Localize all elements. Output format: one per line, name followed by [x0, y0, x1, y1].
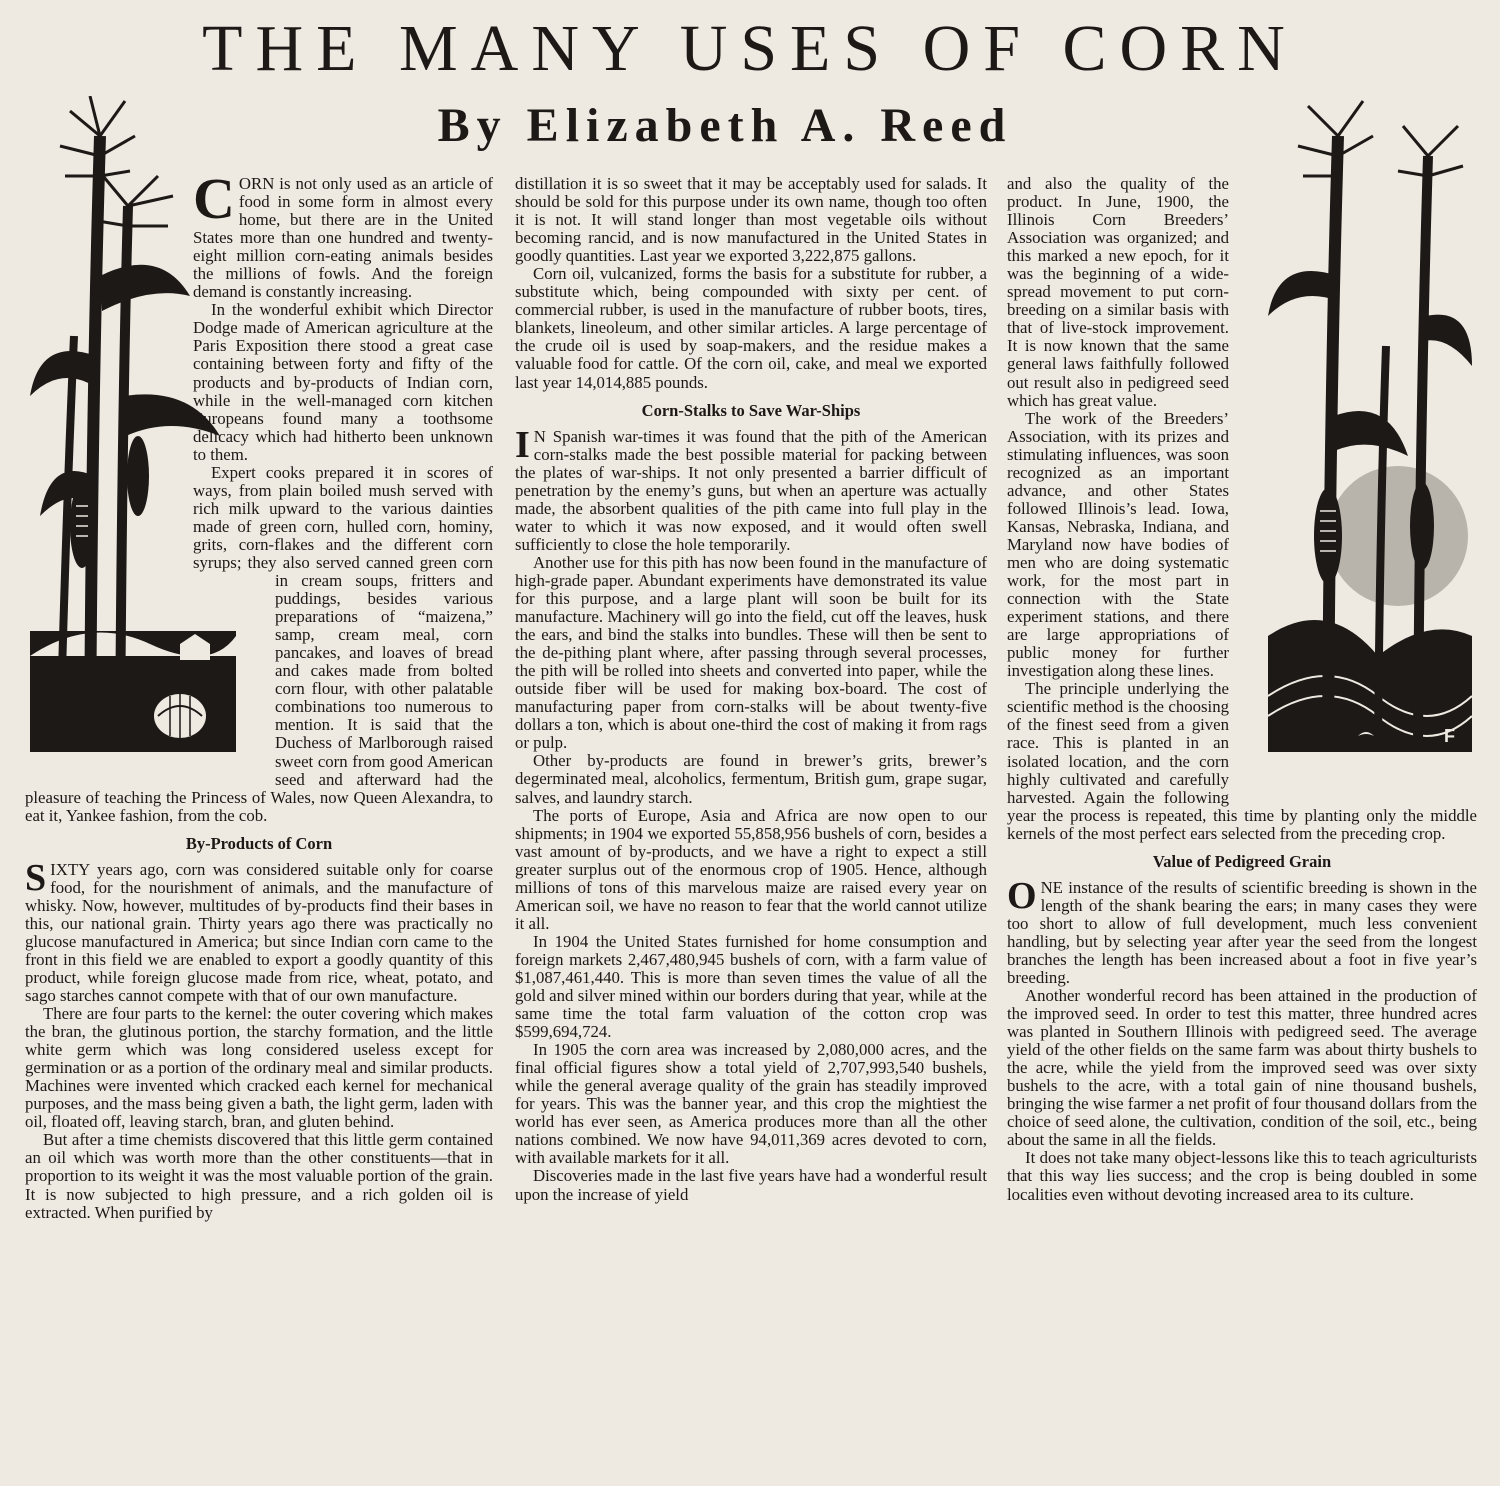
paragraph: The principle underlying the scientific method is the choosing of the finest seed from a given race. This is planted in an isolated location, and the corn highly cultivated and carefully harvested. Again the following year the process is repeated, this time by planting only the middle kernels of the most perfect ears selected from the preceding crop.	[1007, 679, 1477, 843]
paragraph: But after a time chemists discovered that this little germ contained an oil which was worth more than the other constituents—that in proportion to its weight it was the most valuable portion of the grain. It is now subjected to high pressure, and a rich golden oil is extracted. When purified by	[25, 1130, 493, 1222]
illustration-left-wrap-top	[25, 175, 193, 581]
section-heading: Value of Pedigreed Grain	[1152, 851, 1332, 871]
paragraph: Corn oil, vulcanized, forms the basis for a substitute for rubber, a substitute which, being compounded with sixty per cent. of commercial rubber, is used in the manufacture of rubber boots, tires, blankets, lineoleum, and other similar articles. A large percentage of the crude oil is used by soap-makers, and the residue makes a valuable food for cattle. Of the corn oil, cake, and meal we exported last year 14,014,885 pounds.	[515, 264, 987, 392]
article-byline: By Elizabeth A. Reed	[437, 99, 1013, 152]
section-heading: Corn-Stalks to Save War-Ships	[641, 400, 861, 420]
paragraph: In 1905 the corn area was increased by 2,080,000 acres, and the final official figures show a total yield of 2,707,993,540 bushels, while the general average quality of the grain has steadily improved for years. This was the banner year, and this crop the mightiest the world has ever seen, as America produces more than all the other nations combined. We now have 94,011,369 acres devoted to corn, with available markets for it all.	[515, 1040, 987, 1168]
paragraph-text: NE instance of the results of scientific breeding is shown in the length of the shank bearing the ears; in many cases they were too short to allow of full development, much less convenient handling, but by selecting year after year the seed from the longest branches the length has been increased about a foot in five year’s breeding.	[1007, 877, 1477, 987]
paragraph: Discoveries made in the last five years have had a wonderful result upon the increase of yield	[515, 1166, 987, 1204]
paragraph-text: N Spanish war-times it was found that the pith of the American corn-stalks made the best possible material for packing between the plates of war-ships. It not only presented a barrier difficult of penetration by the enemy’s guns, but when an aperture was actually made, the absorbent qualities of the pith came into full play in the water to which it was now exposed, and it would often swell sufficiently to close the hole temporarily.	[515, 426, 987, 554]
column-1	[25, 166, 493, 1222]
section-heading: By-Products of Corn	[185, 833, 333, 853]
paragraph: Another wonderful record has been attained in the production of the improved seed. In order to test this matter, three hundred acres was planted in Southern Illinois with pedigreed seed. The average yield of the other fields on the same farm was about thirty bushels to the acre, while the yield from the improved seed was over sixty bushels to the acre, with a total gain of nine thousand bushels, bringing the wise farmer a net profit of four thousand dollars from the choice of seed alone, the cultivation, condition of the soil, etc., being about the same in all the fields.	[1007, 986, 1477, 1150]
paragraph: In the wonderful exhibit which Director Dodge made of American agriculture at the Paris Exposition there stood a great case containing between forty and fifty of the products and by-products of Indian corn, while in the well-managed corn kitchen Europeans found many a toothsome delicacy which had hitherto been unknown to them.	[193, 300, 493, 464]
paragraph: distillation it is so sweet that it may be acceptably used for salads. It should be sold for this purpose under its own name, though too often it is not. It will stand longer than most vegetable oils without becoming rancid, and is now manufactured in the United States in goodly quantities. Last year we exported 3,222,875 gallons.	[515, 174, 987, 266]
paragraph	[25, 856, 493, 1006]
article-title: THE MANY USES OF CORN	[202, 12, 1298, 85]
paragraph-text: IXTY years ago, corn was considered suitable only for coarse food, for the nourishment of animals, and the manufacture of whisky. Now, however, multitudes of by-products find their bases in this, our national grain. Thirty years ago there was practically no glucose manufactured in America; but since Indian corn came to the front in this field we are enabled to export a goodly quantity of this product, while foreign glucose made from rice, wheat, potato, and sago starches cannot compete with that of our own manufacture.	[25, 859, 493, 1006]
illustration-left-wrap-bottom	[25, 581, 275, 771]
paragraph: and also the quality of the product. In June, 1900, the Illinois Corn Breeders’ Association was organized; and this marked a new epoch, for it was the beginning of a wide-spread movement to put corn-breeding on a similar basis with that of live-stock improvement. It is now known that the same general laws faithfully followed out result also in pedigreed seed which has great value.	[1007, 174, 1229, 410]
paragraph: The ports of Europe, Asia and Africa are now open to our shipments; in 1904 we exported 55,858,956 bushels of corn, besides a vast amount of by-products, and we have a right to expect a still greater surplus out of the enormous crop of 1905. Hence, although millions of tons of this marvelous maize are raised every year on American soil, we have no reason to fear that the world cannot utilize it all.	[515, 805, 987, 933]
drop-cap: I	[515, 423, 530, 466]
paragraph: Another use for this pith has now been found in the manufacture of high-grade paper. Abundant experiments have demonstrated its value for this purpose, and a large plant will soon be built for its manufacture. Machinery will go into the field, cut off the leaves, husk the ears, and bind the stalks into bundles. These will then be sent to the de-pithing plant where, after passing through several processes, the pith will be rolled into sheets and converted into paper, while the outside fiber will be used for making box-board. The cost of manufacturing paper from corn-stalks will be about twenty-five dollars a ton, which is about one-third the cost of making it from rags or pulp.	[515, 552, 987, 753]
illustration-right-wrap	[1229, 175, 1477, 791]
drop-cap: O	[1007, 874, 1037, 917]
drop-cap: C	[193, 166, 235, 231]
column-3	[1007, 175, 1477, 1204]
paragraph: In 1904 the United States furnished for home consumption and foreign markets 2,467,480,945 bushels of corn, with a farm value of $1,087,461,440. This is more than seven times the value of all the gold and silver mined within our borders during that year, while at the same time the total farm valuation of the cotton crop was $599,694,724.	[515, 931, 987, 1042]
column-2	[515, 175, 987, 1204]
drop-cap: S	[25, 856, 47, 899]
paragraph-text: ORN is not only used as an article of food in some form in almost every home, but there are in the United States more than one hundred and twenty-eight million corn-eating animals besides the millions of fowls. And the foreign demand is constantly increasing.	[193, 174, 493, 302]
paragraph: It does not take many object-lessons like this to teach agriculturists that this way lies success; and the crop is being doubled in some localities even without devoting increased area to its culture.	[1007, 1148, 1477, 1204]
illustration-signature: F	[1444, 726, 1455, 746]
paragraph	[1007, 874, 1477, 987]
paragraph: The work of the Breeders’ Association, with its prizes and stimulating influences, was soon recognized as an important advance, and other States followed Illinois’s lead. Iowa, Kansas, Nebraska, Indiana, and Maryland now have bodies of men who are doing systematic work, for the most part in connection with the State experiment stations, and there are large appropriations of public money for further investigation along these lines.	[1007, 408, 1229, 681]
paragraph: Other by-products are found in brewer’s grits, brewer’s degerminated meal, alcoholics, fermentum, British gum, grape sugar, salves, and laundry starch.	[515, 751, 987, 807]
paragraph: There are four parts to the kernel: the outer covering which makes the bran, the glutinous portion, the starchy formation, and the little white germ which was long considered useless except for germination or as a portion of the ordinary meal and similar products. Machines were invented which cracked each kernel for mechanical purposes, and the mass being given a bath, the light germ, laden with oil, floated off, leaving starch, bran, and gluten behind.	[25, 1004, 493, 1132]
paragraph	[515, 423, 987, 554]
paragraph: Expert cooks prepared it in scores of ways, from plain boiled mush served with rich milk upward to the various dainties made of green corn, hulled corn, hominy, grits, corn-flakes and the different corn syrups; they also served canned green corn in cream soups, fritters and puddings, besides various preparations of “maizena,” samp, cream meal, corn pancakes, and loaves of bread and cakes made from bolted corn flour, with other palatable combinations too numerous to mention. It is said that the Duchess of Marlborough raised sweet corn from good American seed and afterward had the pleasure of teaching the Princess of Wales, now Queen Alexandra, to eat it, Yankee fashion, from the cob.	[25, 462, 493, 825]
